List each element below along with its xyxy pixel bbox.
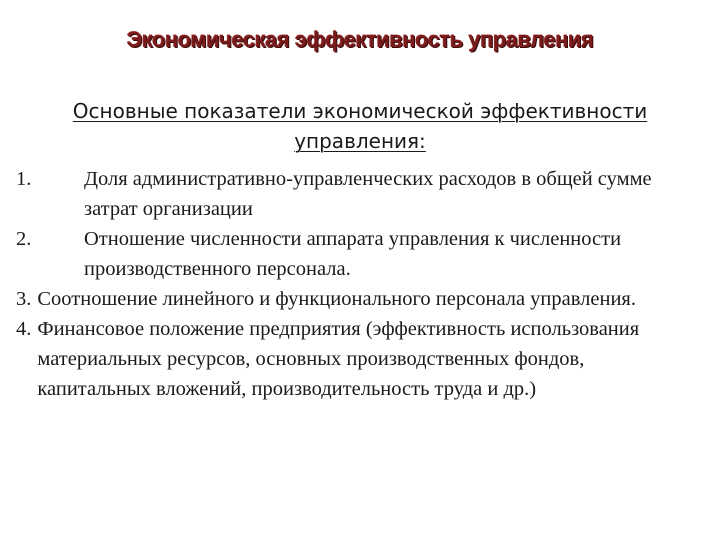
- indicator-list: [16, 164, 676, 404]
- list-item-number: 3.: [16, 288, 32, 310]
- list-item-text: Соотношение линейного и функционального персонала управления.: [37, 288, 636, 310]
- list-item: [16, 164, 676, 224]
- list-item-number: 4.: [16, 318, 32, 340]
- list-item: [16, 284, 676, 314]
- list-item-text: Отношение численности аппарата управления к численности производственного персонала.: [84, 228, 622, 280]
- list-item: [16, 224, 676, 284]
- subtitle-text: Основные показатели экономической эффективности управления:: [72, 99, 648, 153]
- subtitle: [58, 96, 662, 156]
- list-item-number: 2.: [16, 228, 32, 250]
- list-item-text: Финансовое положение предприятия (эффективность использования материальных ресурсов, основных производственных фондов, капитальных вложений, производительность труда и др.): [37, 318, 640, 400]
- slide-title: Экономическая эффективность управления: [126, 27, 594, 52]
- list-item: [16, 314, 676, 404]
- list-item-number: 1.: [16, 168, 32, 190]
- list-item-text: Доля административно-управленческих расходов в общей сумме затрат организации: [84, 168, 652, 220]
